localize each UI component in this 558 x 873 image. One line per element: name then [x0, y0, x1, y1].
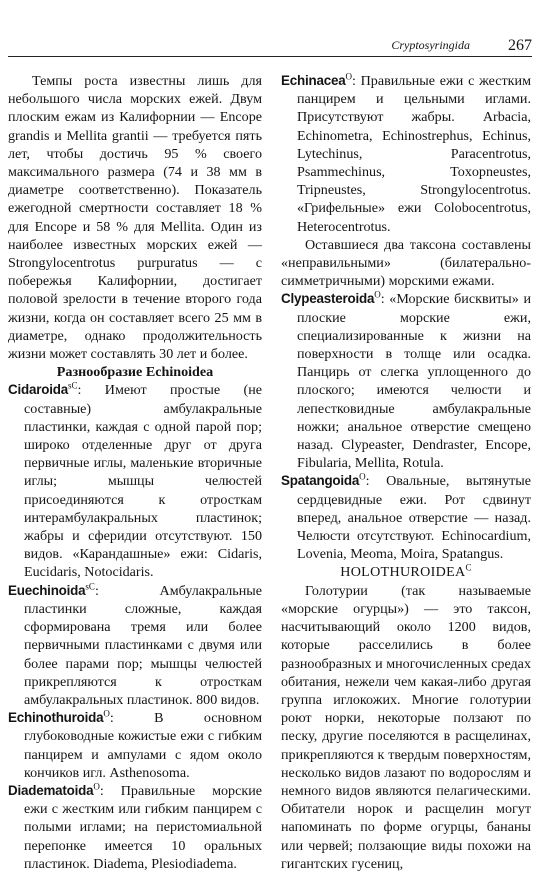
left-column: [8, 72, 262, 873]
taxon-description: : «Морские бисквиты» и плоские морские ежи, специализированные к жизни на поверхности в толще или осадка. Панцирь от слегка уплощенного до плоского; имеются челюсти и лепестковидные амбулакральные ножки; анальное отверстие смещено назад. Clypeaster, Dendraster, Encope, Fibularia, Mellita, Rotula.: [297, 291, 531, 472]
taxon-description: : Амбулакральные пластинки сложные, каждая сформирована тремя или более первичными пластинками с двумя или более парами пор; мышцы челюстей прикрепляются к отросткам амбулакральных пластинок. 800 видов.: [24, 582, 262, 708]
taxon-euechinoida: [8, 582, 262, 709]
page-number: 267: [508, 37, 532, 54]
rank-superscript: O: [93, 781, 100, 792]
section-title: HOLOTHUROIDEA: [340, 564, 466, 581]
section-heading-echinoidea: Разнообразие Echinoidea: [56, 364, 214, 381]
taxon-description: : Имеют простые (не составные) амбулакральные пластинки, каждая с одной парой пор; широко отделенные друг от друга первичные иглы, маленькие вторичные иглы; мышцы челюстей присоединяются к отросткам интерамбулакральных пластинок; жабры и сферидии отсутствуют. 150 видов. «Карандашные» ежи: Cidaris, Eucidaris, Notocidaris.: [24, 382, 262, 581]
taxon-spatangoida: [281, 472, 531, 563]
section-heading-holothuroidea: [281, 563, 531, 581]
rank-superscript: O: [374, 289, 381, 300]
taxon-echinacea: [281, 72, 531, 236]
taxon-description: : Овальные, вытянутые сердцевидные ежи. Рот сдвинут вперед, анальное отверстие — назад. Челюсти отсутствуют. Echinocardium, Lovenia, Meoma, Moira, Spatangus.: [297, 473, 531, 563]
irregular-urchins-note: Оставшиеся два таксона составлены «неправильными» (билатерально-симметричными) морскими ежами.: [281, 236, 531, 290]
taxon-name: Echinothuroida: [8, 710, 104, 726]
taxon-clypeasteroida: [281, 290, 531, 472]
taxon-echinothuroida: [8, 709, 262, 782]
taxon-diadematoida: [8, 782, 262, 873]
running-title: Cryptosyringida: [391, 38, 470, 52]
taxon-description: : Правильные ежи с жестким панцирем и цельными иглами. Присутствуют жабры. Arbacia, Echinometra, Echinostrephus, Echinus, Lytechinus, Paracentrotus, Psammechinus, Toxopneustes, Tripneustes, Strongylocentrotus. «Грифельные» ежи Colobocentrotus, Heterocentrotus.: [297, 73, 531, 235]
taxon-name: Cidaroida: [8, 382, 68, 398]
rank-superscript: O: [345, 71, 352, 82]
rank-superscript: sC: [85, 581, 95, 591]
growth-rate-paragraph: Темпы роста известны лишь для небольшого числа морских ежей. Двум плоским ежам из Калифорнии — Encope grandis и Mellita grantii — требуется пять лет, чтобы достичь 95 % своего максимального размера (74 и 38 мм в диаметре соответственно). Показатель ежегодной смертности составляет 18 % для Encope и 58 % для Mellita. Один из наиболее известных морских ежей — Strongylocentrotus purpuratus — с побережья Калифорнии, достигает половой зрелости в течение второго года жизни, когда он составляет всего 25 мм в диаметре, однако продолжительность жизни может составлять 30 лет и более.: [8, 73, 262, 363]
taxon-name: Echinacea: [281, 73, 346, 88]
taxon-name: Spatangoida: [281, 473, 360, 489]
rank-superscript: sC: [67, 380, 78, 391]
taxon-name: Euechinoida: [8, 582, 86, 598]
taxon-description: : Правильные морские ежи с жестким или гибким панцирем с полыми иглами; на перистомиальной перепонке имеется 10 оральных пластинок. Diadema, Plesiodiadema.: [24, 782, 262, 872]
rank-superscript: C: [465, 562, 472, 573]
rank-superscript: O: [359, 471, 366, 482]
right-column: [281, 72, 531, 873]
taxon-description: : В основном глубоководные кожистые ежи с гибким панцирем и ампулами с ядом около кончиков игл. Asthenosoma.: [24, 710, 262, 781]
taxon-name: Clypeasteroida: [281, 291, 375, 307]
holothuroidea-paragraph: Голотурии (так называемые «морские огурцы») — это таксон, насчитывающий около 1200 видов, которые расселились в более разнообразных и многочисленных средах обитания, нежели чем какая-либо другая группа иглокожих. Многие голотурии роют норки, некоторые ползают по песку, другие поселяются в расщелинах, прикрепляются к твердым поверхностям, несколько видов лазают по водорослям и немного видов являются пелагическими. Обитатели норок и расщелин могут напоминать по форме огурцы, бананы или червей; ползающие виды похожи на гигантских гусениц,: [281, 582, 531, 872]
taxon-name: Diadematoida: [8, 782, 94, 798]
page-header: [8, 36, 532, 57]
taxon-cidaroida: [8, 381, 262, 581]
rank-superscript: O: [103, 708, 110, 719]
